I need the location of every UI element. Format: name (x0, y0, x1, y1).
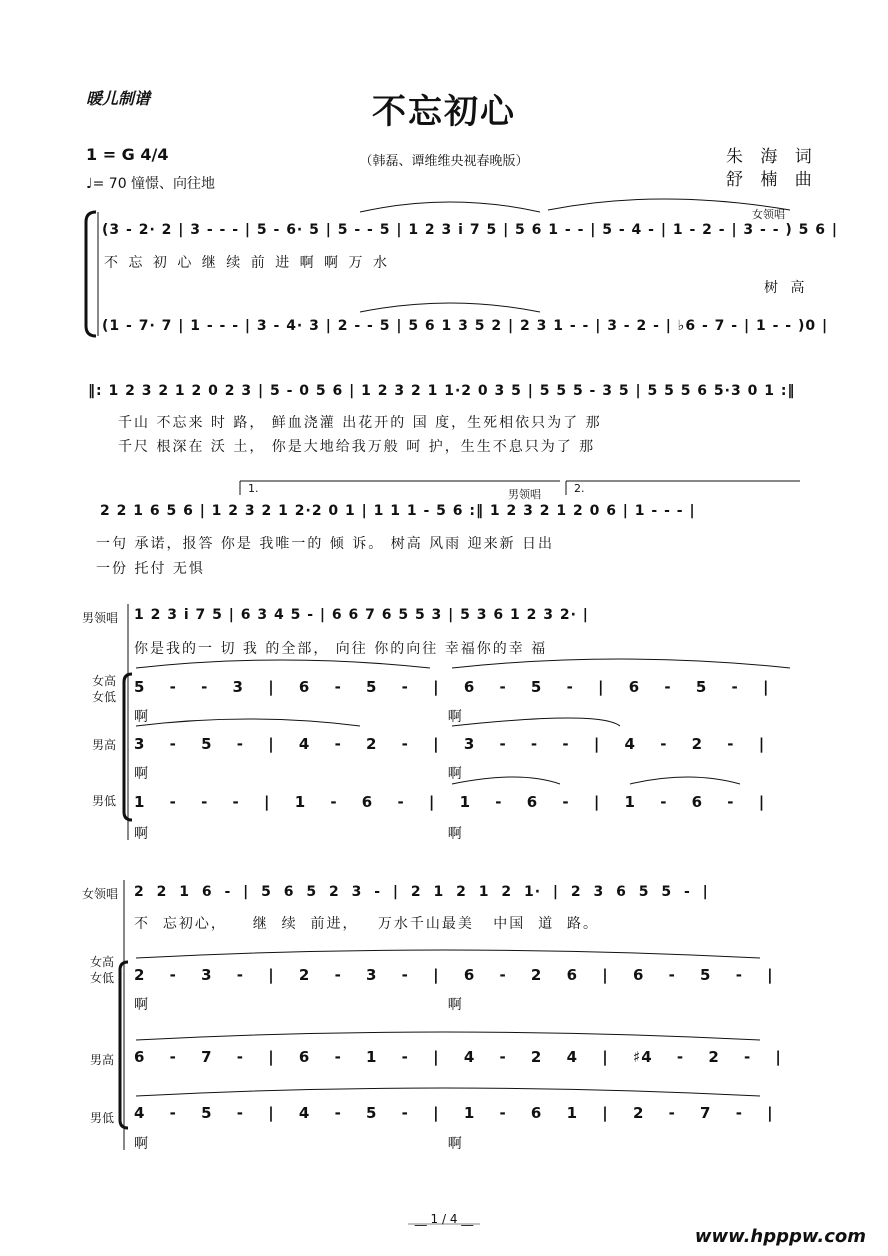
song-title: 不忘初心 (372, 92, 516, 132)
system3-lyric-verse1: 一句 承诺，报答 你是 我唯一的 倾 诉。 树高 风雨 迎来新 日出 (96, 536, 555, 552)
s4-lead-notes: 1 2 3 i 7 5 | 6 3 4 5 - | 6 6 7 6 5 5 3 | 5 3 6 1 2 3 2· | (134, 607, 589, 623)
s5-female-choir-lyric: 啊 啊 (134, 997, 466, 1013)
site-watermark: www.hpppw.com (694, 1226, 866, 1247)
s5-tenor-notes: 6 - 7 - | 6 - 1 - | 4 - 2 4 | ♯4 - 2 - | (134, 1048, 782, 1066)
s5-bass-notes: 4 - 5 - | 4 - 5 - | 1 - 6 1 | 2 - 7 - | (134, 1104, 774, 1122)
system2-lyric-verse1: 千山 不忘来 时 路， 鲜血浇灌 出花开的 国 度，生死相依只为了 那 (118, 415, 602, 431)
s4-tenor-lyric: 啊 啊 (134, 766, 466, 782)
system3-lyric-verse2: 一份 托付 无惧 (96, 561, 205, 577)
s5-label-bass: 男低 (89, 1111, 114, 1125)
song-subtitle: （韩磊、谭维维央视春晚版） (359, 154, 529, 169)
part-label-female-lead: 女领唱 (752, 208, 785, 221)
s5-lead-notes: 2 2 1 6 - | 5 6 5 2 3 - | 2 1 2 1 2 1· | 2 3 6 5 5 - | (134, 884, 709, 900)
s4-lead-lyric: 你是我的一 切 我 的全部， 向往 你的向往 幸福你的幸 福 (134, 641, 548, 657)
system1-lower-notes: (1 - 7· 7 | 1 - - - | 3 - 4· 3 | 2 - - 5 | 5 6 1 3 5 2 | 2 3 1 - - | 3 - 2 - | ♭6 - 7 - | 1 - - )0 | (102, 318, 829, 334)
part-label-male-lead: 男领唱 (508, 488, 541, 501)
system2-lyric-verse2: 千尺 根深在 沃 土， 你是大地给我万般 呵 护，生生不息只为了 那 (118, 439, 596, 455)
lyricist-credit: 朱 海 词 (726, 147, 818, 167)
s4-label-lead: 男领唱 (81, 611, 118, 625)
system1-lyric: 不 忘 初 心 继 续 前 进 啊 啊 万 水 (104, 255, 390, 271)
s4-female-choir-notes: 5 - - 3 | 6 - 5 - | 6 - 5 - | 6 - 5 - | (134, 678, 770, 696)
s4-bass-lyric: 啊 啊 (134, 826, 466, 842)
s5-label-tenor: 男高 (89, 1053, 114, 1067)
s4-label-tenor: 男高 (91, 738, 116, 752)
s4-label-female-choir: 女高 女低 (91, 674, 116, 704)
system1-upper-notes: (3 - 2· 2 | 3 - - - | 5 - 6· 5 | 5 - - 5 | 1 2 3 i 7 5 | 5 6 1 - - | 5 - 4 - | 1 - 2 - | 3 - - ) 5 6 | (102, 222, 839, 238)
system2-notes: ‖: 1 2 3 2 1 2 0 2 3 | 5 - 0 5 6 | 1 2 3 2 1 1·2 0 3 5 | 5 5 5 - 3 5 | 5 5 5 6 5·3 0 1 :‖ (88, 383, 796, 399)
s5-bass-lyric: 啊 啊 (134, 1136, 466, 1152)
s4-label-bass: 男低 (91, 794, 116, 808)
system3-notes: 2 2 1 6 5 6 | 1 2 3 2 1 2·2 0 1 | 1 1 1 - 5 6 :‖ 1 2 3 2 1 2 0 6 | 1 - - - | (100, 503, 696, 519)
system1-lyric-second: 树 高 (764, 280, 809, 296)
page-number: __ 1 / 4 __ (414, 1212, 474, 1226)
s4-bass-notes: 1 - - - | 1 - 6 - | 1 - 6 - | 1 - 6 - | (134, 793, 766, 811)
volta-second-ending: 2. (574, 482, 585, 495)
composer-credit: 舒 楠 曲 (726, 170, 818, 190)
s5-lead-lyric: 不 忘初心， 继 续 前进， 万水千山最美 中国 道 路。 (134, 916, 600, 932)
volta-first-ending: 1. (248, 482, 259, 495)
arranger-credit: 暖儿制谱 (86, 89, 151, 108)
tempo-marking: ♩= 70 憧憬、向往地 (86, 176, 216, 192)
s4-tenor-notes: 3 - 5 - | 4 - 2 - | 3 - - - | 4 - 2 - | (134, 735, 766, 753)
s5-label-lead: 女领唱 (81, 887, 118, 901)
s5-label-female-choir: 女高 女低 (89, 955, 114, 985)
s5-female-choir-notes: 2 - 3 - | 2 - 3 - | 6 - 2 6 | 6 - 5 - | (134, 966, 774, 984)
s4-female-choir-lyric: 啊 啊 (134, 709, 466, 725)
key-signature: 1 = G 4/4 (86, 145, 169, 164)
